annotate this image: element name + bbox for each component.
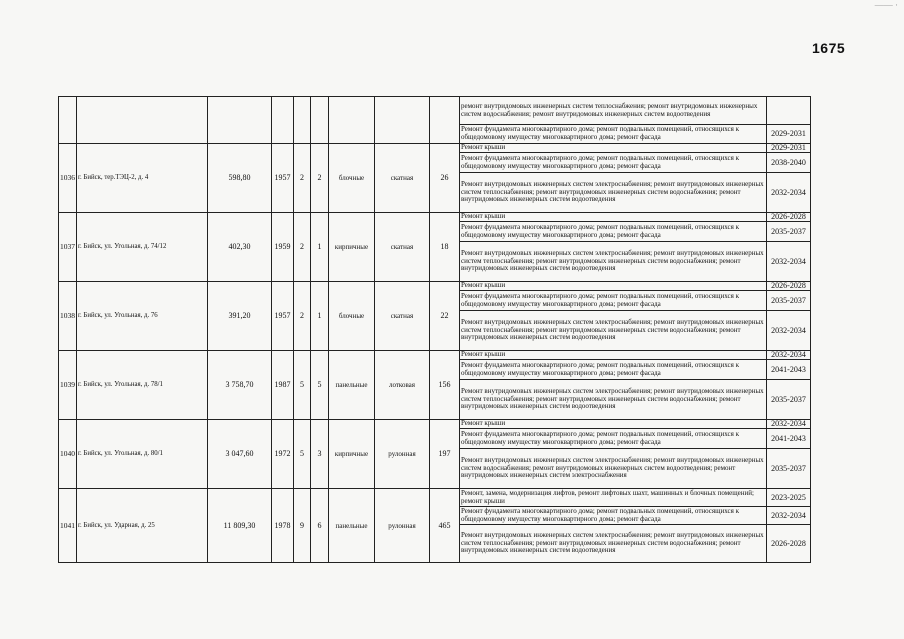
empty-year-cell <box>272 97 294 144</box>
work-description: Ремонт фундамента многоквартирного дома; ремонт подвальных помещений, относящихся к общедомовому имуществу многоквартирного дома; ремонт фасада <box>460 429 767 449</box>
work-description: Ремонт внутридомовых инженерных систем электроснабжения; ремонт внутридомовых инженерных систем теплоснабжения; ремонт внутридомовых инженерных систем водоснабжения; ремонт внутридомовых инженерных систем водоотведения <box>460 242 767 282</box>
work-description: Ремонт внутридомовых инженерных систем электроснабжения; ремонт внутридомовых инженерных систем теплоснабжения; ремонт внутридомовых инженерных систем водоснабжения; ремонт внутридомовых инженерных систем водоотведения <box>460 525 767 563</box>
row-number-cell: 1038 <box>59 282 77 351</box>
work-description: Ремонт внутридомовых инженерных систем электроснабжения; ремонт внутридомовых инженерных систем водоснабжения; ремонт внутридомовых инженерных систем водоотведения; ремонт внутридомовых инженерных систем электроснабжения <box>460 449 767 489</box>
year-cell: 1959 <box>272 213 294 282</box>
entrances-cell: 3 <box>311 420 329 489</box>
work-period: 2023-2025 <box>767 489 811 507</box>
area-cell: 598,80 <box>208 144 272 213</box>
work-description: Ремонт, замена, модернизация лифтов, ремонт лифтовых шахт, машинных и блочных помещений; ремонт крыши <box>460 489 767 507</box>
work-period: 2035-2037 <box>767 291 811 311</box>
entrances-cell: 6 <box>311 489 329 563</box>
wall-material-cell: блочные <box>329 144 375 213</box>
year-cell: 1957 <box>272 282 294 351</box>
floors-cell: 9 <box>294 489 311 563</box>
work-description: Ремонт фундамента многоквартирного дома; ремонт подвальных помещений, относящихся к общедомовому имуществу многоквартирного дома; ремонт фасада <box>460 360 767 380</box>
empty-address-cell <box>77 97 208 144</box>
row-number-cell: 1040 <box>59 420 77 489</box>
wall-material-cell: кирпичные <box>329 420 375 489</box>
table-row <box>59 97 811 125</box>
table-row <box>59 420 811 429</box>
work-description: Ремонт внутридомовых инженерных систем электроснабжения; ремонт внутридомовых инженерных систем теплоснабжения; ремонт внутридомовых инженерных систем водоснабжения; ремонт внутридомовых инженерных систем водоотведения <box>460 380 767 420</box>
scan-edge-mark: —— · <box>874 0 898 10</box>
area-cell: 3 758,70 <box>208 351 272 420</box>
work-period: 2026-2028 <box>767 282 811 291</box>
floors-cell: 2 <box>294 213 311 282</box>
roof-type-cell: скатная <box>375 144 430 213</box>
work-description: Ремонт внутридомовых инженерных систем электроснабжения; ремонт внутридомовых инженерных систем теплоснабжения; ремонт внутридомовых инженерных систем водоснабжения; ремонт внутридомовых инженерных систем водоотведения <box>460 173 767 213</box>
area-cell: 3 047,60 <box>208 420 272 489</box>
work-period: 2032-2034 <box>767 507 811 525</box>
wall-material-cell: панельные <box>329 351 375 420</box>
work-period: 2032-2034 <box>767 173 811 213</box>
work-description: Ремонт фундамента многоквартирного дома; ремонт подвальных помещений, относящихся к общедомовому имуществу многоквартирного дома; ремонт фасада <box>460 222 767 242</box>
roof-type-cell: скатная <box>375 282 430 351</box>
address-cell: г. Бийск, ул. Угольная, д. 76 <box>77 282 208 351</box>
year-cell: 1987 <box>272 351 294 420</box>
apartments-cell: 197 <box>430 420 460 489</box>
work-description: Ремонт крыши <box>460 144 767 153</box>
work-period: 2035-2037 <box>767 449 811 489</box>
empty-area-cell <box>208 97 272 144</box>
work-description: Ремонт крыши <box>460 213 767 222</box>
work-description: Ремонт крыши <box>460 282 767 291</box>
work-description: Ремонт фундамента многоквартирного дома; ремонт подвальных помещений, относящихся к общедомовому имуществу многоквартирного дома; ремонт фасада <box>460 125 767 144</box>
work-period <box>767 97 811 125</box>
work-description: Ремонт крыши <box>460 420 767 429</box>
work-period: 2032-2034 <box>767 351 811 360</box>
work-period: 2029-2031 <box>767 125 811 144</box>
floors-cell: 5 <box>294 351 311 420</box>
wall-material-cell: кирпичные <box>329 213 375 282</box>
empty-floors-cell <box>294 97 311 144</box>
work-period: 2038-2040 <box>767 153 811 173</box>
row-number-cell: 1036 <box>59 144 77 213</box>
year-cell: 1978 <box>272 489 294 563</box>
work-description: Ремонт внутридомовых инженерных систем электроснабжения; ремонт внутридомовых инженерных систем теплоснабжения; ремонт внутридомовых инженерных систем водоснабжения; ремонт внутридомовых инженерных систем водоотведения <box>460 311 767 351</box>
roof-type-cell: скатная <box>375 213 430 282</box>
empty-walls-cell <box>329 97 375 144</box>
entrances-cell: 1 <box>311 282 329 351</box>
area-cell: 402,30 <box>208 213 272 282</box>
work-period: 2026-2028 <box>767 213 811 222</box>
empty-entrances-cell <box>311 97 329 144</box>
area-cell: 11 809,30 <box>208 489 272 563</box>
wall-material-cell: блочные <box>329 282 375 351</box>
entrances-cell: 1 <box>311 213 329 282</box>
row-number-cell: 1039 <box>59 351 77 420</box>
work-description: ремонт внутридомовых инженерных систем теплоснабжения; ремонт внутридомовых инженерных систем водоснабжения; ремонт внутридомовых инженерных систем водоотведения <box>460 97 767 125</box>
table-row <box>59 213 811 222</box>
table-row <box>59 282 811 291</box>
work-description: Ремонт фундамента многоквартирного дома; ремонт подвальных помещений, относящихся к общедомовому имуществу многоквартирного дома; ремонт фасада <box>460 507 767 525</box>
roof-type-cell: рулонная <box>375 489 430 563</box>
entrances-cell: 5 <box>311 351 329 420</box>
year-cell: 1957 <box>272 144 294 213</box>
floors-cell: 5 <box>294 420 311 489</box>
capital-repair-schedule-table <box>58 96 811 563</box>
work-period: 2032-2034 <box>767 311 811 351</box>
work-period: 2029-2031 <box>767 144 811 153</box>
row-number-cell: 1041 <box>59 489 77 563</box>
area-cell: 391,20 <box>208 282 272 351</box>
address-cell: г. Бийск, тер.ТЭЦ-2, д. 4 <box>77 144 208 213</box>
work-description: Ремонт фундамента многоквартирного дома; ремонт подвальных помещений, относящихся к общедомовому имуществу многоквартирного дома; ремонт фасада <box>460 291 767 311</box>
entrances-cell: 2 <box>311 144 329 213</box>
work-period: 2041-2043 <box>767 429 811 449</box>
wall-material-cell: панельные <box>329 489 375 563</box>
apartments-cell: 26 <box>430 144 460 213</box>
address-cell: г. Бийск, ул. Угольная, д. 74/12 <box>77 213 208 282</box>
work-period: 2041-2043 <box>767 360 811 380</box>
roof-type-cell: рулонная <box>375 420 430 489</box>
work-description: Ремонт фундамента многоквартирного дома; ремонт подвальных помещений, относящихся к общедомовому имуществу многоквартирного дома; ремонт фасада <box>460 153 767 173</box>
work-period: 2032-2034 <box>767 242 811 282</box>
apartments-cell: 22 <box>430 282 460 351</box>
work-period: 2035-2037 <box>767 222 811 242</box>
apartments-cell: 465 <box>430 489 460 563</box>
year-cell: 1972 <box>272 420 294 489</box>
row-number-cell: 1037 <box>59 213 77 282</box>
empty-roof-cell <box>375 97 430 144</box>
table-row <box>59 351 811 360</box>
address-cell: г. Бийск, ул. Угольная, д. 80/1 <box>77 420 208 489</box>
apartments-cell: 156 <box>430 351 460 420</box>
roof-type-cell: лотковая <box>375 351 430 420</box>
floors-cell: 2 <box>294 144 311 213</box>
empty-apartments-cell <box>430 97 460 144</box>
page-number: 1675 <box>812 40 846 56</box>
work-period: 2026-2028 <box>767 525 811 563</box>
floors-cell: 2 <box>294 282 311 351</box>
work-period: 2035-2037 <box>767 380 811 420</box>
work-description: Ремонт крыши <box>460 351 767 360</box>
empty-num-cell <box>59 97 77 144</box>
address-cell: г. Бийск, ул. Ударная, д. 25 <box>77 489 208 563</box>
apartments-cell: 18 <box>430 213 460 282</box>
address-cell: г. Бийск, ул. Угольная, д. 78/1 <box>77 351 208 420</box>
table-row <box>59 144 811 153</box>
work-period: 2032-2034 <box>767 420 811 429</box>
table-row <box>59 489 811 507</box>
